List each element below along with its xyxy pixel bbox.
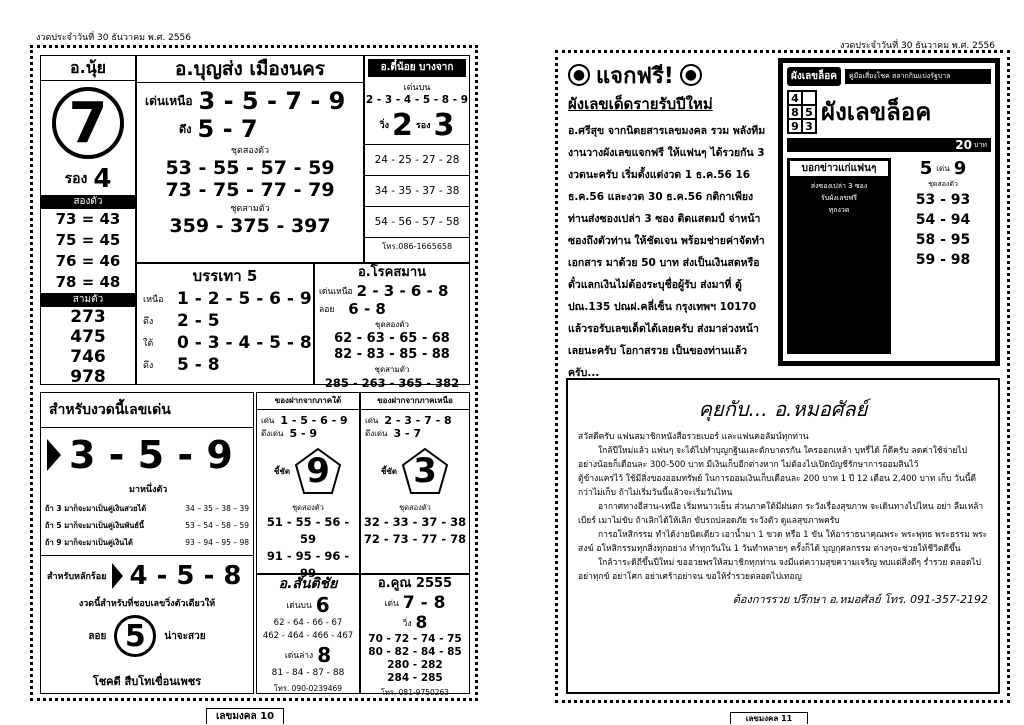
santichai-low-set: 81 - 84 - 87 - 88 bbox=[271, 668, 345, 678]
santichai-low-number: 8 bbox=[317, 643, 332, 667]
north-chi-badge bbox=[401, 447, 449, 495]
lead-rule bbox=[45, 500, 249, 517]
north-lead-numbers: 2 - 3 - 7 - 8 bbox=[384, 414, 452, 427]
au-nui-main-circle bbox=[52, 87, 124, 159]
giveaway-title: แจกฟรี! bbox=[596, 63, 674, 89]
rosamana-lead-row bbox=[315, 282, 469, 300]
bannthao-row-value: 1 - 2 - 5 - 6 - 9 bbox=[177, 289, 312, 309]
khun-panel bbox=[360, 574, 470, 697]
bannthao-row-label: ใต้ bbox=[143, 339, 154, 349]
au-nui-three-digit-label: สามตัว bbox=[41, 293, 135, 307]
magazine-grid-cell: 8 bbox=[788, 105, 802, 119]
article-paragraph: สวัสดีครับ แฟนสมาชิกหนังสือรวยเบอร์ และแฟนคอลัมน์ทุกท่าน bbox=[578, 432, 809, 442]
bannthao-row bbox=[143, 332, 313, 354]
boonsong-lead-row bbox=[137, 87, 363, 115]
magazine-notice-lines bbox=[790, 180, 888, 216]
south-set-line2: 91 - 95 - 96 - 99 bbox=[266, 549, 350, 580]
santichai-lead-label: เด่นบน bbox=[286, 601, 312, 611]
santichai-title: อ.สันติชัย bbox=[278, 576, 338, 592]
tinoi-sets bbox=[365, 144, 469, 238]
boonsong-panel bbox=[136, 55, 364, 263]
boonsong-set2-label: ชุดสองตัว bbox=[230, 146, 270, 156]
article-paragraph: การอโหสิกรรม ทำได้ง่ายนิดเดียว เอาน้ำมา 1 ขวด หรือ 1 ขัน ให้อาราธนาคุณพระ พระพุทธ พระธรรม พระสงฆ์ อโหสิกรรมทุกสิ่งทุกอย่าง ทำทุกวันใน 1 วันทำหลายๆ ครั้งก็ได้ บุญกุศลกรรม ต่างๆจะช่วยให้ชีวิตดีขึ้น bbox=[578, 530, 988, 554]
lead-section-digit-numbers: 4 - 5 - 8 bbox=[129, 561, 242, 591]
boonsong-ding-label: ดึง bbox=[179, 123, 192, 136]
south-chi-badge bbox=[294, 447, 342, 495]
khun-sets bbox=[361, 633, 469, 685]
tinoi-set-item: 24 - 25 - 27 - 28 bbox=[365, 145, 469, 176]
magazine-grid-cell bbox=[802, 91, 816, 105]
left-header-date: งวดประจำวันที่ 30 ธันวาคม พ.ศ. 2556 bbox=[36, 33, 192, 43]
khun-set-item: 280 - 282 bbox=[387, 659, 443, 671]
khun-title: อ.คูณ 2555 bbox=[377, 576, 453, 591]
bannthao-row-value: 0 - 3 - 4 - 5 - 8 bbox=[177, 333, 312, 353]
rosamana-loy-label: ลอย bbox=[319, 305, 335, 315]
bannthao-row-label: ดึง bbox=[143, 361, 154, 371]
tinoi-set-item: 54 - 56 - 57 - 58 bbox=[365, 207, 469, 238]
magazine-top-row bbox=[783, 63, 995, 90]
magazine-title: ผังเลขล็อค bbox=[821, 98, 932, 126]
khun-set-item: 80 - 82 - 84 - 85 bbox=[368, 646, 462, 658]
boonsong-lead-numbers: 3 - 5 - 7 - 9 bbox=[198, 87, 346, 115]
lead-section-numbers: 3 - 5 - 9 bbox=[69, 433, 233, 477]
magazine-lead-left: 5 bbox=[919, 158, 933, 179]
giveaway-title-row bbox=[564, 58, 772, 92]
lead-section-title: สำหรับงวดนี้เลขเด่น bbox=[41, 393, 253, 428]
article-paragraph: ตู้ข้างแคร่ไว้ ใช้มีสิ่งของออมทรัพย์ ในการออมเงินเก็บเดือนละ 200 บาท 1 ปี 12 เดือน 2,400 บาท เก็บ วันนี้ดีกว่าไม่เก็บ ถ้าไม่เริ่มวันนี้แล้วจะเริ่มวันไหน bbox=[578, 474, 977, 498]
khun-phone: โทร. 081-9750263 bbox=[380, 688, 450, 697]
santichai-panel bbox=[256, 574, 360, 694]
au-nui-three-digit-item: 273 bbox=[70, 307, 106, 327]
south-ding-row bbox=[257, 427, 359, 440]
tinoi-lead-label: เด่นบน bbox=[403, 83, 431, 93]
khun-wing-label: วิ่ง bbox=[402, 619, 412, 629]
rosamana-panel bbox=[314, 263, 470, 390]
south-set-line1: 51 - 55 - 56 - 59 bbox=[266, 515, 350, 546]
khun-lead-numbers: 7 - 8 bbox=[402, 593, 446, 613]
lead-section-luck: โชคดี สืบโทเขื่อนเพชร bbox=[92, 675, 202, 688]
boonsong-set2-line2: 73 - 75 - 77 - 79 bbox=[165, 179, 335, 201]
rosamana-title: อ.โรคสมาน bbox=[357, 265, 427, 280]
south-chi-number: 9 bbox=[306, 451, 330, 491]
arrow-right-icon bbox=[47, 439, 61, 471]
south-lead-label: เด่น bbox=[261, 416, 275, 425]
south-set-label: ชุดสองตัว bbox=[292, 503, 324, 512]
magazine-title-row bbox=[783, 90, 995, 134]
boonsong-lead-label: เด่นเหนือ bbox=[145, 93, 193, 108]
right-header-date: งวดประจำวันที่ 30 ธันวาคม พ.ศ. 2556 bbox=[840, 41, 996, 51]
rosamana-set2-label: ชุดสองตัว bbox=[375, 320, 409, 329]
south-lead-row bbox=[257, 414, 359, 427]
khun-set-item: 70 - 72 - 74 - 75 bbox=[368, 633, 462, 645]
lead-section-loy-label: ลอย bbox=[88, 630, 107, 642]
article-paragraph: อากาศทางอีสาน-เหนือ เริ่มหนาวเย็น ส่วนภาคใต้มีฝนตก ระวังเรื่องสุขภาพ จะเดินทางไปไหน อย่า ลืมเหล้า เบียร์ เมาไม่ขับ ถ้าเลิกได้ให้เลิก ขับรถปลอดภัย ระวังตัว ดูแลสุขภาพครับ bbox=[578, 502, 984, 526]
lead-section-panel bbox=[40, 392, 254, 694]
north-chi-number: 3 bbox=[413, 451, 437, 491]
lead-section-digit-label: สำหรับหลักร้อย bbox=[47, 572, 107, 582]
khun-wing-number: 8 bbox=[415, 613, 428, 633]
magazine-top-caption: คู่มือเสี่ยงโชค สลากกินแบ่งรัฐบาล bbox=[845, 69, 991, 84]
magazine-ad bbox=[778, 58, 1000, 366]
bannthao-row bbox=[143, 310, 313, 332]
magazine-grid-cell: 9 bbox=[788, 119, 802, 133]
tinoi-set-item: 34 - 35 - 37 - 38 bbox=[365, 176, 469, 207]
south-ding-numbers: 5 - 9 bbox=[289, 427, 318, 440]
south-panel bbox=[256, 392, 360, 580]
tinoi-panel bbox=[364, 55, 470, 263]
magazine-grid bbox=[787, 90, 817, 134]
north-title: ของฝากจากภาคเหนือ bbox=[361, 393, 469, 410]
lead-section-rules bbox=[41, 496, 253, 555]
north-set-label: ชุดสองตัว bbox=[399, 503, 431, 512]
au-nui-two-digit-item: 73 = 43 bbox=[55, 210, 121, 228]
magazine-lead-row bbox=[895, 158, 991, 179]
magazine-numbers bbox=[895, 158, 991, 354]
bannthao-row-value: 5 - 8 bbox=[177, 355, 220, 375]
khun-lead-label: เด่น bbox=[384, 599, 399, 609]
giveaway-body: อ.ศรีสุข จากนิตยสารเลขมงคล รวม พลังทีมงานวางผังเลขแจกฟรี ให้แฟนๆ ได้รวยกัน 3 งวดนะครับ เริ่มตั้งแต่งวด 1 ธ.ค.56 16 ธ.ค.56 และงวด 30 ธ.ค.56 กติกาเพียงท่านส่งซองเปล่า 3 ซอง ติดแสตมป์ จ่าหน้าซองถึงตัวท่าน ให้ชัดเจน พร้อมช่ายค่าจัดทำเอกสาร มาด้วย 50 บาท ส่งเป็นเงินสดหรือ ตั๋วแลกเงินไม่ต้องระบุชื่อผู้รับ ส่งมาที่ ตู้ปณ.135 ปณฝ.คลี่เซ็น กรุงเทพฯ 10170 แล้วรอรับเลขเด็ดได้เลยครับ ส่งมาล่วงหน้าเลยนะครับ โอกาสรวย เป็นของท่านแล้วครับ... bbox=[568, 125, 766, 379]
rosamana-set3-line: 285 - 263 - 365 - 382 bbox=[324, 376, 460, 390]
south-ding-label: ดึงเด่น bbox=[261, 429, 284, 438]
article-signature: ต้องการรวย ปรึกษา อ.หมอศัลย์ โทร. 091-357-2192 bbox=[732, 593, 988, 606]
au-nui-two-digit-list bbox=[41, 209, 135, 293]
au-nui-three-digit-item: 475 bbox=[70, 327, 106, 347]
north-lead-label: เด่น bbox=[365, 416, 379, 425]
magazine-price-unit: บาท bbox=[974, 140, 987, 149]
magazine-body bbox=[783, 152, 995, 354]
giveaway-panel bbox=[564, 58, 772, 379]
magazine-lead-label: เด่น bbox=[936, 164, 950, 173]
bannthao-panel bbox=[136, 263, 314, 385]
rosamana-set3-label: ชุดสามตัว bbox=[374, 365, 410, 374]
bannthao-row-label: เหนือ bbox=[143, 295, 164, 305]
bannthao-row bbox=[143, 288, 313, 310]
north-chi-label: ชี้ชัด bbox=[380, 466, 398, 476]
lead-rule-text: ถ้า 5 มาก็จะมาเป็นคู่เงินพันธ์นี้ bbox=[45, 521, 145, 530]
magazine-badge: ผังเลขล็อค bbox=[787, 67, 841, 86]
magazine-notice-line: รับผังเลขฟรี bbox=[821, 194, 857, 202]
khun-lead-row bbox=[361, 593, 469, 613]
north-ding-label: ดึงเด่น bbox=[365, 429, 388, 438]
santichai-lead-row bbox=[257, 593, 359, 617]
lead-rule-values: 93 – 94 – 95 – 98 bbox=[185, 538, 249, 547]
boonsong-ding-row bbox=[137, 115, 363, 143]
santichai-phone: โทร. 090-0239469 bbox=[273, 684, 343, 693]
south-chi-row bbox=[257, 440, 359, 502]
rosamana-set2-line1: 62 - 63 - 65 - 68 bbox=[334, 331, 450, 346]
au-nui-two-digit-item: 75 = 45 bbox=[55, 231, 121, 249]
santichai-lead-number: 6 bbox=[315, 593, 330, 617]
rosamana-lead-label: เด่นเหนือ bbox=[319, 287, 353, 297]
lead-section-main-row bbox=[41, 428, 253, 482]
magazine-price: 20 bbox=[955, 138, 972, 152]
au-nui-two-digit-item: 76 = 46 bbox=[55, 252, 121, 270]
santichai-set-line1: 62 - 64 - 66 - 67 bbox=[273, 618, 343, 628]
bannthao-title: บรรเทา 5 bbox=[192, 267, 258, 285]
boonsong-ding-numbers: 5 - 7 bbox=[197, 115, 258, 143]
right-footer-page-label: เลขมงคล 11 bbox=[730, 712, 808, 724]
khun-set-item: 284 - 285 bbox=[387, 672, 443, 684]
rosamana-loy-numbers: 6 - 8 bbox=[348, 300, 386, 318]
north-lead-row bbox=[361, 414, 469, 427]
lead-section-come-label: มาหนึ่งตัว bbox=[129, 485, 168, 495]
north-set-line2: 72 - 73 - 77 - 78 bbox=[363, 532, 467, 546]
lead-section-loy-row bbox=[41, 610, 253, 662]
tinoi-wing-label: วิ่ง bbox=[379, 121, 390, 131]
magazine-set-item: 58 - 95 bbox=[915, 232, 971, 248]
south-lead-numbers: 1 - 5 - 6 - 9 bbox=[280, 414, 348, 427]
magazine-grid-cell: 3 bbox=[802, 119, 816, 133]
tinoi-phone: โทร.086-1665658 bbox=[381, 242, 453, 251]
tinoi-rong-number: 3 bbox=[433, 107, 455, 143]
giveaway-title-icon: ● bbox=[680, 64, 702, 86]
magazine-set-label: ชุดสองตัว bbox=[928, 180, 958, 188]
khun-wing-row bbox=[361, 613, 469, 633]
magazine-set-item: 54 - 94 bbox=[915, 212, 971, 228]
lead-section-beauty-label: น่าจะสวย bbox=[164, 630, 206, 642]
rosamana-loy-row bbox=[315, 300, 469, 318]
article-title: คุยกับ... อ.หมอศัลย์ bbox=[698, 397, 868, 421]
santichai-low-label: เด่นล่าง bbox=[284, 651, 314, 661]
lead-section-digit-row bbox=[41, 556, 253, 596]
article-panel bbox=[566, 378, 1000, 694]
tinoi-wing-number: 2 bbox=[392, 107, 413, 143]
magazine-sets bbox=[895, 190, 991, 270]
article-paragraph: ใกล้ปีใหม่แล้ว แฟนๆ จะได้ไปทำบุญกฐินและตักบาตรกัน ใครออกเหล้า บุหรี่ได้ ก็ดีครับ ลดค่าใช้จ่ายไป อย่างน้อยก็เดือนละ 300-500 บาท มีเงินเก็บอีกต่างหาก ไม่ต้องไปเปิดบัญชีรักษาการออมสินไว้ bbox=[578, 446, 968, 470]
tinoi-wing-row bbox=[365, 106, 469, 144]
article-body bbox=[578, 430, 988, 584]
bannthao-row-label: ดึง bbox=[143, 317, 154, 327]
north-chi-row bbox=[361, 440, 469, 502]
magazine-grid-cell: 4 bbox=[788, 91, 802, 105]
bannthao-row bbox=[143, 354, 313, 376]
au-nui-three-digit-list bbox=[41, 307, 135, 387]
au-nui-rong bbox=[41, 165, 135, 193]
north-ding-row bbox=[361, 427, 469, 440]
boonsong-title: อ.บุญส่ง เมืองนคร bbox=[137, 56, 363, 83]
lead-rule-values: 34 – 35 – 38 – 39 bbox=[185, 504, 249, 513]
rosamana-set2-line2: 82 - 83 - 85 - 88 bbox=[334, 347, 450, 362]
magazine-notice-line: ทุกงวด bbox=[828, 206, 850, 214]
south-chi-label: ชี้ชัด bbox=[273, 466, 291, 476]
north-panel bbox=[360, 392, 470, 574]
magazine-grid-cell: 5 bbox=[802, 105, 816, 119]
boonsong-set3-label: ชุดสามตัว bbox=[230, 204, 270, 214]
lead-rule-text: ถ้า 9 มาก็จะมาเป็นคู่เงินได้ bbox=[45, 538, 133, 547]
south-title: ของฝากจากภาคใต้ bbox=[257, 393, 359, 410]
au-nui-two-digit-label: สองตัว bbox=[41, 195, 135, 209]
au-nui-title: อ.นุ้ย bbox=[41, 56, 135, 81]
north-set-line1: 32 - 33 - 37 - 38 bbox=[363, 515, 467, 529]
bannthao-row-value: 2 - 5 bbox=[177, 311, 220, 331]
lead-rule-values: 53 – 54 – 58 – 59 bbox=[185, 521, 249, 530]
giveaway-subtitle: ผังเลขเด็ดรายรับปีใหม่ bbox=[568, 95, 713, 113]
magazine-set-item: 59 - 98 bbox=[915, 252, 971, 268]
au-nui-panel bbox=[40, 55, 136, 385]
santichai-low-row bbox=[257, 643, 359, 667]
arrow-right-icon bbox=[112, 563, 123, 589]
article-paragraph: ใกล้วาระดิถีขึ้นปีใหม่ ขออวยพรให้สมาชิกทุกท่าน จงมีแต่ความสุขความเจริญ พบแต่สิ่งดีๆ ร่ำรวย ตลอดไป อย่าทุกข์ อย่าโศก อย่าเศร้าอย่าจน ขอให้ร่ำรวยตลอดไปเทอญ bbox=[578, 558, 982, 582]
north-ding-numbers: 3 - 7 bbox=[393, 427, 422, 440]
giveaway-title-icon: ● bbox=[568, 64, 590, 86]
magazine-notice-line: ส่งซองเปล่า 3 ซอง bbox=[810, 182, 868, 190]
magazine-price-bar bbox=[787, 138, 991, 152]
lead-rule-text: ถ้า 3 มาก็จะมาเป็นคู่เงินสวยได้ bbox=[45, 504, 147, 513]
au-nui-three-digit-item: 978 bbox=[70, 367, 106, 387]
magazine-notice-title: บอกข่าวแก่แฟนๆ bbox=[790, 161, 888, 176]
au-nui-rong-label: รอง bbox=[64, 171, 88, 187]
boonsong-set2-line1: 53 - 55 - 57 - 59 bbox=[165, 157, 335, 179]
au-nui-two-digit-item: 78 = 48 bbox=[55, 273, 121, 291]
tinoi-lead-numbers: 2 - 3 - 4 - 5 - 8 - 9 bbox=[365, 94, 469, 106]
magazine-notice bbox=[787, 158, 891, 354]
lead-section-loy-number: 5 bbox=[124, 618, 146, 654]
magazine-set-item: 53 - 93 bbox=[915, 192, 971, 208]
boonsong-set3-line: 359 - 375 - 397 bbox=[169, 215, 331, 237]
tinoi-rong-label: รอง bbox=[415, 121, 431, 131]
magazine-lead-right: 9 bbox=[953, 158, 967, 179]
tinoi-title: อ.ตี๋น้อย บางจาก bbox=[368, 59, 466, 77]
au-nui-rong-number: 4 bbox=[93, 164, 112, 194]
au-nui-three-digit-item: 746 bbox=[70, 347, 106, 367]
lead-rule bbox=[45, 517, 249, 534]
lead-rule bbox=[45, 534, 249, 551]
lead-section-single-label: งวดนี้สำหรับที่ชอบเลขวิ่งตัวเดียวให้ bbox=[78, 599, 216, 609]
lead-section-loy-circle bbox=[114, 615, 156, 657]
left-footer-page-label: เลขมงคล 10 bbox=[206, 708, 284, 724]
santichai-set-line2: 462 - 464 - 466 - 467 bbox=[262, 631, 354, 641]
rosamana-lead-numbers: 2 - 3 - 6 - 8 bbox=[356, 282, 449, 300]
au-nui-main-number: 7 bbox=[68, 90, 108, 156]
bannthao-rows bbox=[137, 288, 313, 376]
